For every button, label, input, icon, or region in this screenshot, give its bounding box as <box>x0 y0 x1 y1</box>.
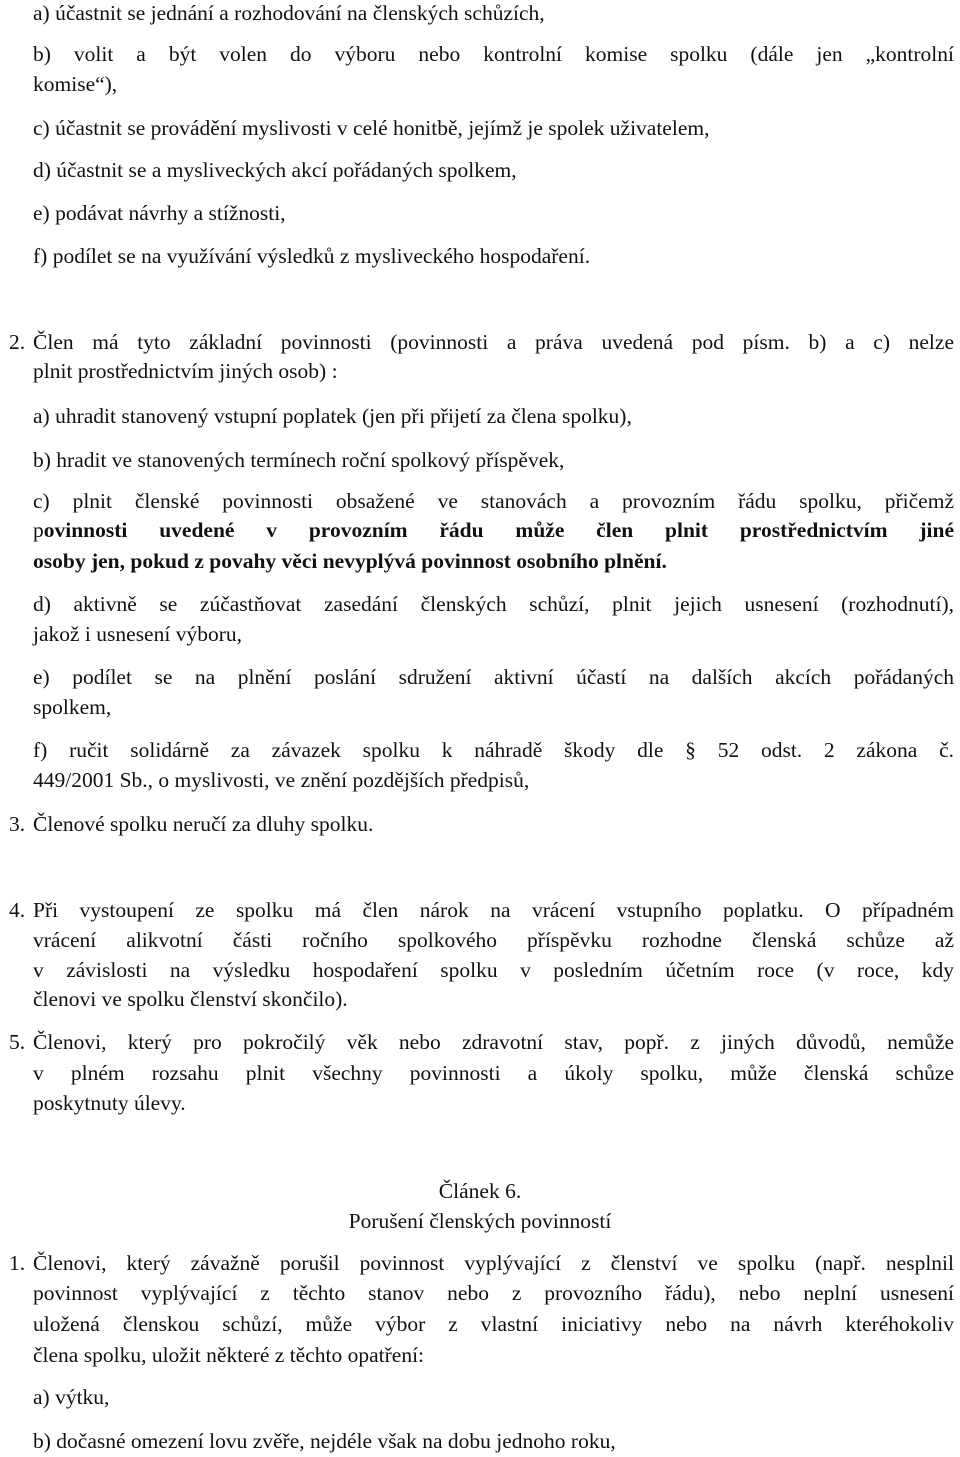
rights-item-f: f) podílet se na využívání výsledků z mysliveckého hospodaření. <box>33 244 591 268</box>
paragraph-3: 3. Členové spolku neručí za dluhy spolku. <box>9 812 374 836</box>
duties-intro-line-2: plnit prostřednictvím jiných osob) : <box>33 359 338 383</box>
rights-item-c: c) účastnit se provádění myslivosti v celé honitbě, jejímž je spolek uživatelem, <box>33 116 710 140</box>
paragraph-4-line-4: členovi ve spolku členství skončilo). <box>33 987 348 1011</box>
rights-item-e: e) podávat návrhy a stížnosti, <box>33 201 286 225</box>
duties-item-f-line-2: 449/2001 Sb., o myslivosti, ve znění pozdějších předpisů, <box>33 768 530 792</box>
article-paragraph-1-line-1: 1. Členovi, který závažně porušil povinnost vyplývající z členství ve spolku (např. nesplnil <box>9 1251 954 1275</box>
article-paragraph-1-line-2: povinnost vyplývající z těchto stanov nebo z provozního řádu), nebo neplní usnesení <box>33 1281 954 1305</box>
duties-intro-line-1: 2. Člen má tyto základní povinnosti (povinnosti a práva uvedená pod písm. b) a c) nelze <box>9 330 954 354</box>
article-paragraph-1-line-3: uložená členskou schůzí, může výbor z vlastní iniciativy nebo na návrh kteréhokoliv <box>33 1312 954 1336</box>
paragraph-5-line-2: v plném rozsahu plnit všechny povinnosti a úkoly spolku, může členská schůze <box>33 1061 954 1085</box>
bold-text: ovinnosti uvedené v provozním řádu může člen plnit prostřednictvím jiné <box>43 518 954 542</box>
paragraph-4-line-1: 4. Při vystoupení ze spolku má člen nárok na vrácení vstupního poplatku. O případném <box>9 898 954 922</box>
duties-item-b: b) hradit ve stanovených termínech roční spolkový příspěvek, <box>33 448 565 472</box>
duties-item-c-line-3 <box>33 548 954 574</box>
rights-item-a: a) účastnit se jednání a rozhodování na členských schůzích, <box>33 1 545 25</box>
section-number: 5. <box>9 1030 26 1054</box>
duties-item-c-line-2: povinnosti uvedené v provozním řádu může člen plnit prostřednictvím jiné <box>33 518 954 542</box>
measure-item-a: a) výtku, <box>33 1385 110 1409</box>
rights-item-d: d) účastnit se a mysliveckých akcí pořádaných spolkem, <box>33 158 517 182</box>
duties-item-f-line-1: f) ručit solidárně za závazek spolku k náhradě škody dle § 52 odst. 2 zákona č. <box>33 738 954 762</box>
rights-item-b-line-1: b) volit a být volen do výboru nebo kontrolní komise spolku (dále jen „kontrolní <box>33 42 954 66</box>
section-number: 4. <box>9 898 26 922</box>
section-number: 2. <box>9 330 26 354</box>
duties-item-c-line-1: c) plnit členské povinnosti obsažené ve stanovách a provozním řádu spolku, přičemž <box>33 489 954 513</box>
section-number: 1. <box>9 1251 26 1275</box>
measure-item-b: b) dočasné omezení lovu zvěře, nejdéle však na dobu jednoho roku, <box>33 1429 616 1453</box>
duties-item-d-line-1: d) aktivně se zúčastňovat zasedání členských schůzí, plnit jejich usnesení (rozhodnutí), <box>33 592 954 616</box>
article-number: Článek 6. <box>438 1179 522 1203</box>
duties-item-e-line-1: e) podílet se na plnění poslání sdružení aktivní účastí na dalších akcích pořádaných <box>33 665 954 689</box>
article-paragraph-1-line-4: člena spolku, uložit některé z těchto opatření: <box>33 1343 425 1367</box>
paragraph-4-line-3: v závislosti na výsledku hospodaření spolku v posledním účetním roce (v roce, kdy <box>33 958 954 982</box>
paragraph-4-line-2: vrácení alikvotní části ročního spolkového příspěvku rozhodne členská schůze až <box>33 928 954 952</box>
bold-text: osoby jen, pokud z povahy věci nevyplývá povinnost osobního plnění. <box>33 549 667 573</box>
paragraph-5-line-3: poskytnuty úlevy. <box>33 1091 186 1115</box>
article-title: Porušení členských povinností <box>348 1209 612 1233</box>
paragraph-5-line-1: 5. Členovi, který pro pokročilý věk nebo zdravotní stav, popř. z jiných důvodů, nemůže <box>9 1030 954 1054</box>
duties-item-d-line-2: jakož i usnesení výboru, <box>33 622 242 646</box>
rights-item-b-line-2: komise“), <box>33 72 118 96</box>
section-number: 3. <box>9 812 26 836</box>
duties-item-a: a) uhradit stanovený vstupní poplatek (jen při přijetí za člena spolku), <box>33 404 632 428</box>
duties-item-e-line-2: spolkem, <box>33 695 112 719</box>
